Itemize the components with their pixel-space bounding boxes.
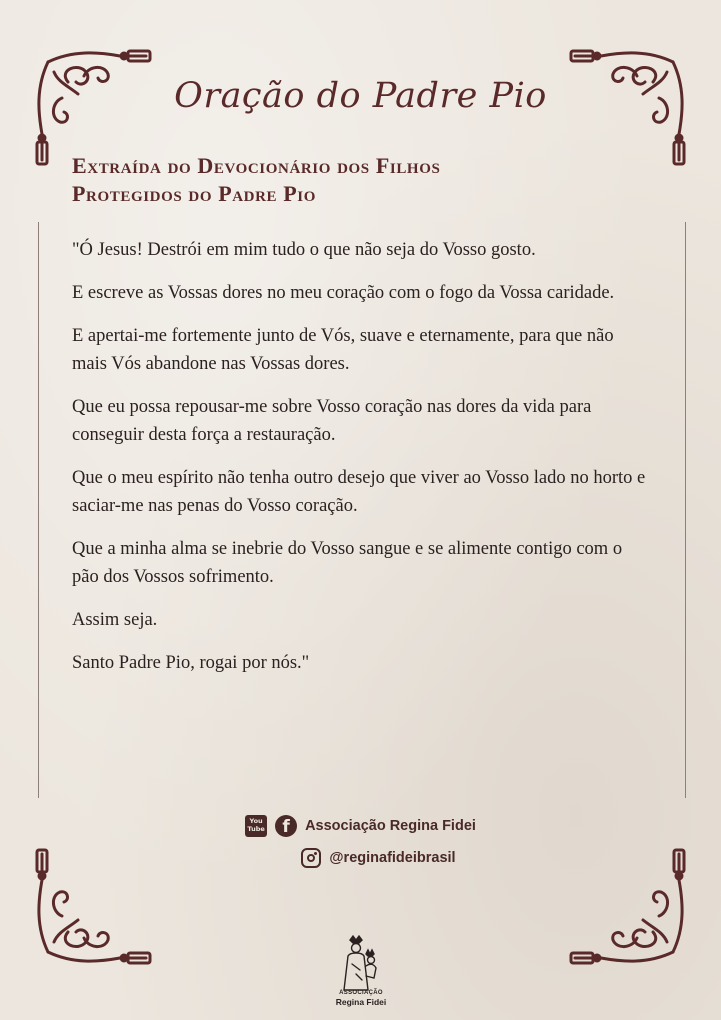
prayer-paragraph: Santo Padre Pio, rogai por nós." (72, 653, 310, 673)
social-row (0, 815, 721, 837)
right-vertical-rule (685, 222, 686, 798)
virgin-and-child-icon (326, 934, 396, 994)
subtitle (72, 152, 632, 208)
subtitle-line-2: Protegidos do Padre Pio (72, 181, 316, 206)
logo-line-2: Regina Fidei (335, 997, 387, 1007)
logo-line-1: ASSOCIAÇÃO (339, 990, 383, 996)
instagram-handle[interactable]: @reginafideibrasil (329, 850, 456, 866)
subtitle-line-1: Extraída do Devocionário dos Filhos (72, 153, 441, 178)
instagram-row (18, 848, 721, 868)
prayer-paragraph: Assim seja. (72, 610, 158, 630)
prayer-paragraph: "Ó Jesus! Destrói em mim tudo o que não seja do Vosso gosto. (72, 240, 536, 260)
association-logo (326, 934, 396, 1010)
prayer-text (72, 236, 652, 692)
left-vertical-rule (38, 222, 39, 798)
youtube-icon-text: Tube (247, 825, 265, 833)
prayer-paragraph: Que o meu espírito não tenha outro desejo que viver ao Vosso lado no horto e saciar-me nas penas do Vosso coração. (72, 468, 646, 516)
prayer-paragraph: E apertai-me fortemente junto de Vós, suave e eternamente, para que não mais Vós abandone nas Vossas dores. (72, 326, 614, 374)
association-name: Associação Regina Fidei (305, 818, 476, 834)
prayer-paragraph: Que eu possa repousar-me sobre Vosso coração nas dores da vida para conseguir desta força a restauração. (72, 397, 592, 445)
youtube-icon[interactable] (245, 815, 267, 837)
youtube-icon-text: You (249, 817, 263, 825)
facebook-icon[interactable]: f (275, 815, 297, 837)
prayer-paragraph: Que a minha alma se inebrie do Vosso sangue e se alimente contigo com o pão dos Vossos sofrimento. (72, 539, 623, 587)
prayer-paragraph: E escreve as Vossas dores no meu coração com o fogo da Vossa caridade. (72, 283, 615, 303)
instagram-icon[interactable] (301, 848, 321, 868)
page-title: Oração do Padre Pio (174, 76, 547, 116)
